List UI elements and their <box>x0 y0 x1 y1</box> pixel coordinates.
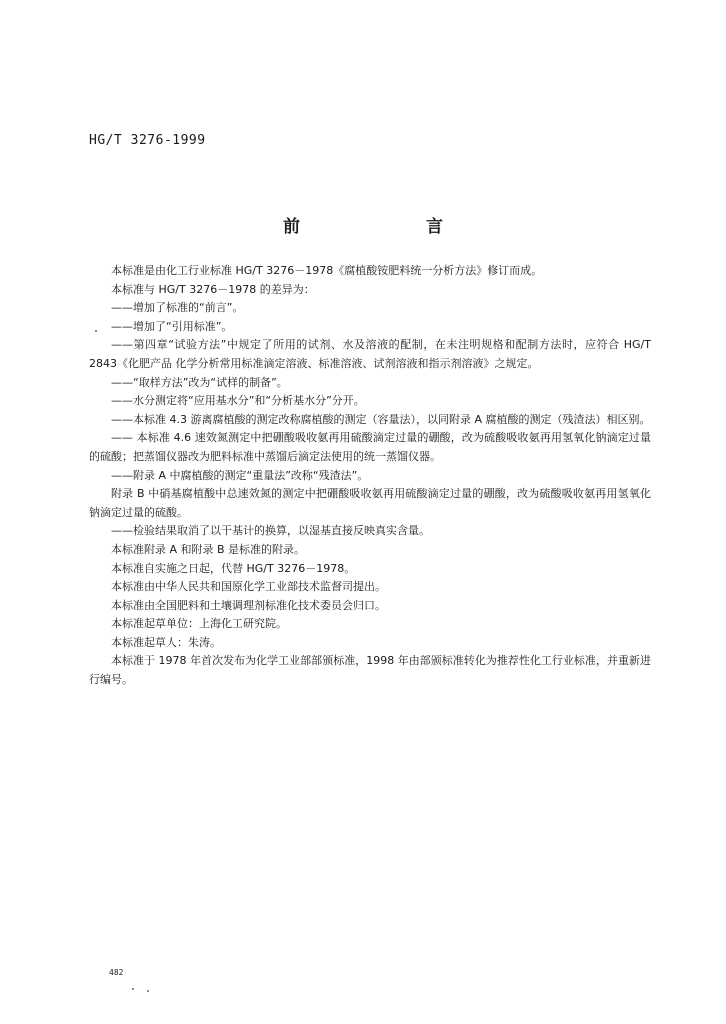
paragraph: —— 本标准 4.6 速效氮测定中把硼酸吸收氨再用硫酸滴定过量的硼酸，改为硫酸吸收氨再用氢氧化钠滴定过量的硫酸；把蒸馏仪器改为肥料标准中蒸馏后滴定法使用的统一蒸馏仪器。 <box>89 431 651 463</box>
paragraph: 本标准由全国肥料和土壤调理剂标准化技术委员会归口。 <box>111 598 386 612</box>
page-number: 482 <box>109 968 124 977</box>
paragraph: ——检验结果取消了以干基计的换算，以湿基直接反映真实含量。 <box>111 524 430 538</box>
paragraph: ——增加了标准的“前言”。 <box>111 301 244 315</box>
scan-speck <box>147 990 149 992</box>
paragraph: ——增加了“引用标准”。 <box>111 319 233 333</box>
paragraph: 本标准由中华人民共和国原化学工业部技术监督司提出。 <box>111 580 386 594</box>
scan-speck <box>132 988 134 990</box>
document-body <box>89 262 651 690</box>
paragraph: 本标准起草单位：上海化工研究院。 <box>111 617 287 631</box>
standard-code: HG/T 3276-1999 <box>89 133 206 148</box>
paragraph: ——第四章“试验方法”中规定了所用的试剂、水及溶液的配制，在未注明规格和配制方法时，应符合 HG/T 2843《化肥产品 化学分析常用标准滴定溶液、标准溶液、试剂溶液和指示剂溶液》之规定。 <box>89 338 651 370</box>
paragraph: 本标准与 HG/T 3276－1978 的差异为： <box>111 282 315 296</box>
paragraph: 本标准是由化工行业标准 HG/T 3276－1978《腐植酸铵肥料统一分析方法》修订而成。 <box>111 264 543 277</box>
paragraph: 本标准附录 A 和附录 B 是标准的附录。 <box>111 542 306 556</box>
page-title: 前 言 <box>283 217 503 237</box>
paragraph: ——附录 A 中腐植酸的测定“重量法”改称“残渣法”。 <box>111 468 369 482</box>
paragraph: 本标准起草人：朱涛。 <box>111 635 221 649</box>
paragraph: ——水分测定将“应用基水分”和“分析基水分”分开。 <box>111 394 365 408</box>
paragraph: 本标准于 1978 年首次发布为化学工业部部颁标准，1998 年由部颁标准转化为推荐性化工行业标准，并重新进行编号。 <box>89 654 651 687</box>
paragraph: 本标准自实施之日起，代替 HG/T 3276－1978。 <box>111 561 356 575</box>
paragraph: ——本标准 4.3 游离腐植酸的测定改称腐植酸的测定（容量法），以同附录 A 腐植酸的测定（残渣法）相区别。 <box>111 412 651 426</box>
scan-speck <box>95 330 97 332</box>
paragraph: 附录 B 中硝基腐植酸中总速效氮的测定中把硼酸吸收氨再用硫酸滴定过量的硼酸，改为硫酸吸收氨再用氢氧化钠滴定过量的硫酸。 <box>89 487 651 519</box>
paragraph: ——“取样方法”改为“试样的制备”。 <box>111 375 288 389</box>
